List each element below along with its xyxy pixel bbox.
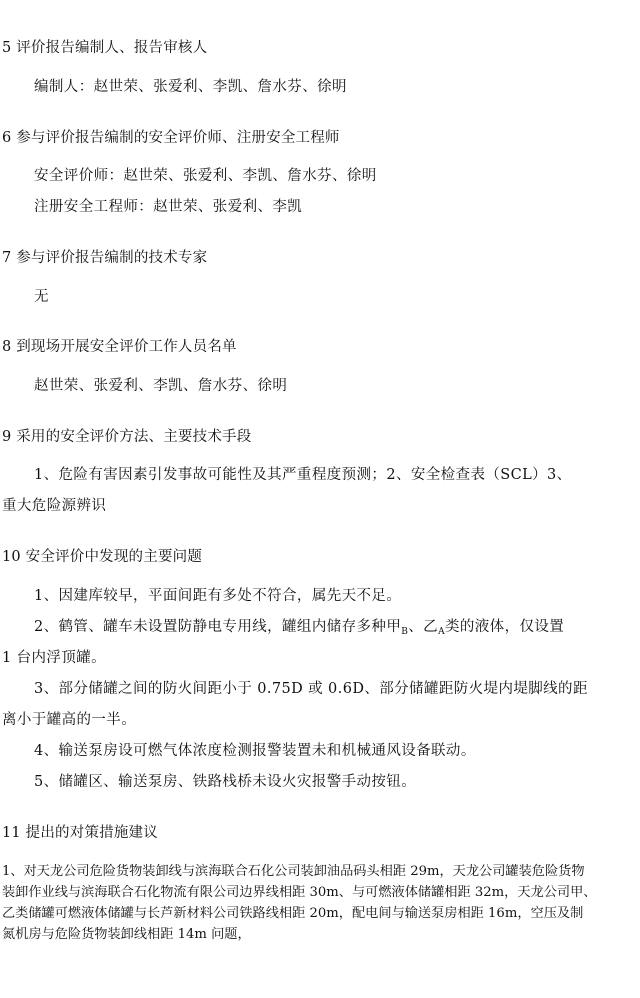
section-9-heading: 9 采用的安全评价方法、主要技术手段 [2,429,252,445]
section-9-methods-line-2: 重大危险源辨识 [2,498,107,514]
section-10-issue-2-cont: 1 台内浮顶罐。 [2,650,107,666]
section-11-line-4: 氮机房与危险货物装卸线相距 14m 问题， [2,927,251,942]
section-10-issue-4: 4、输送泵房设可燃气体浓度检测报警装置未和机械通风设备联动。 [34,743,476,759]
section-9-methods-line-1: 1、危险有害因素引发事故可能性及其严重程度预测；2、安全检查表（SCL）3、 [34,467,572,483]
section-11-line-1: 1、对天龙公司危险货物装卸线与滨海联合石化公司装卸油品码头相距 29m，天龙公司罐装危险货物 [2,864,585,879]
section-7-heading: 7 参与评价报告编制的技术专家 [2,250,208,266]
section-7-experts: 无 [34,289,49,305]
section-10-issue-3-cont: 离小于罐高的一半。 [2,712,137,728]
section-11-heading: 11 提出的对策措施建议 [2,825,158,841]
section-6-heading: 6 参与评价报告编制的安全评价师、注册安全工程师 [2,130,340,146]
section-10-issue-5: 5、储罐区、输送泵房、铁路栈桥未设火灾报警手动按钮。 [34,774,417,790]
section-10-issue-3: 3、部分储罐之间的防火间距小于 0.75D 或 0.6D、部分储罐距防火堤内堤脚线的距 [34,681,588,697]
section-8-heading: 8 到现场开展安全评价工作人员名单 [2,339,237,355]
section-5-heading: 5 评价报告编制人、报告审核人 [2,40,208,56]
section-10-issue-2: 2、鹤管、罐车未设置防静电专用线，罐组内储存多种甲$_B$、乙$_A$类的液体，仅设置 [34,619,565,637]
section-5-compilers: 编制人：赵世荣、张爱利、李凯、詹水芬、徐明 [34,79,347,95]
section-6-engineers: 注册安全工程师：赵世荣、张爱利、李凯 [34,199,303,215]
section-11-line-3: 乙类储罐可燃液体储罐与长芦新材料公司铁路线相距 20m，配电间与输送泵房相距 16m，空压及制 [2,906,584,921]
section-8-staff: 赵世荣、张爱利、李凯、詹水芬、徐明 [34,378,288,394]
section-11-line-2: 装卸作业线与滨海联合石化物流有限公司边界线相距 30m、与可燃液体储罐相距 32m，天龙公司甲、 [2,885,597,900]
section-10-issue-1: 1、因建库较早，平面间距有多处不符合，属先天不足。 [34,588,402,604]
section-6-evaluators: 安全评价师：赵世荣、张爱利、李凯、詹水芬、徐明 [34,168,377,184]
section-10-heading: 10 安全评价中发现的主要问题 [2,549,203,565]
